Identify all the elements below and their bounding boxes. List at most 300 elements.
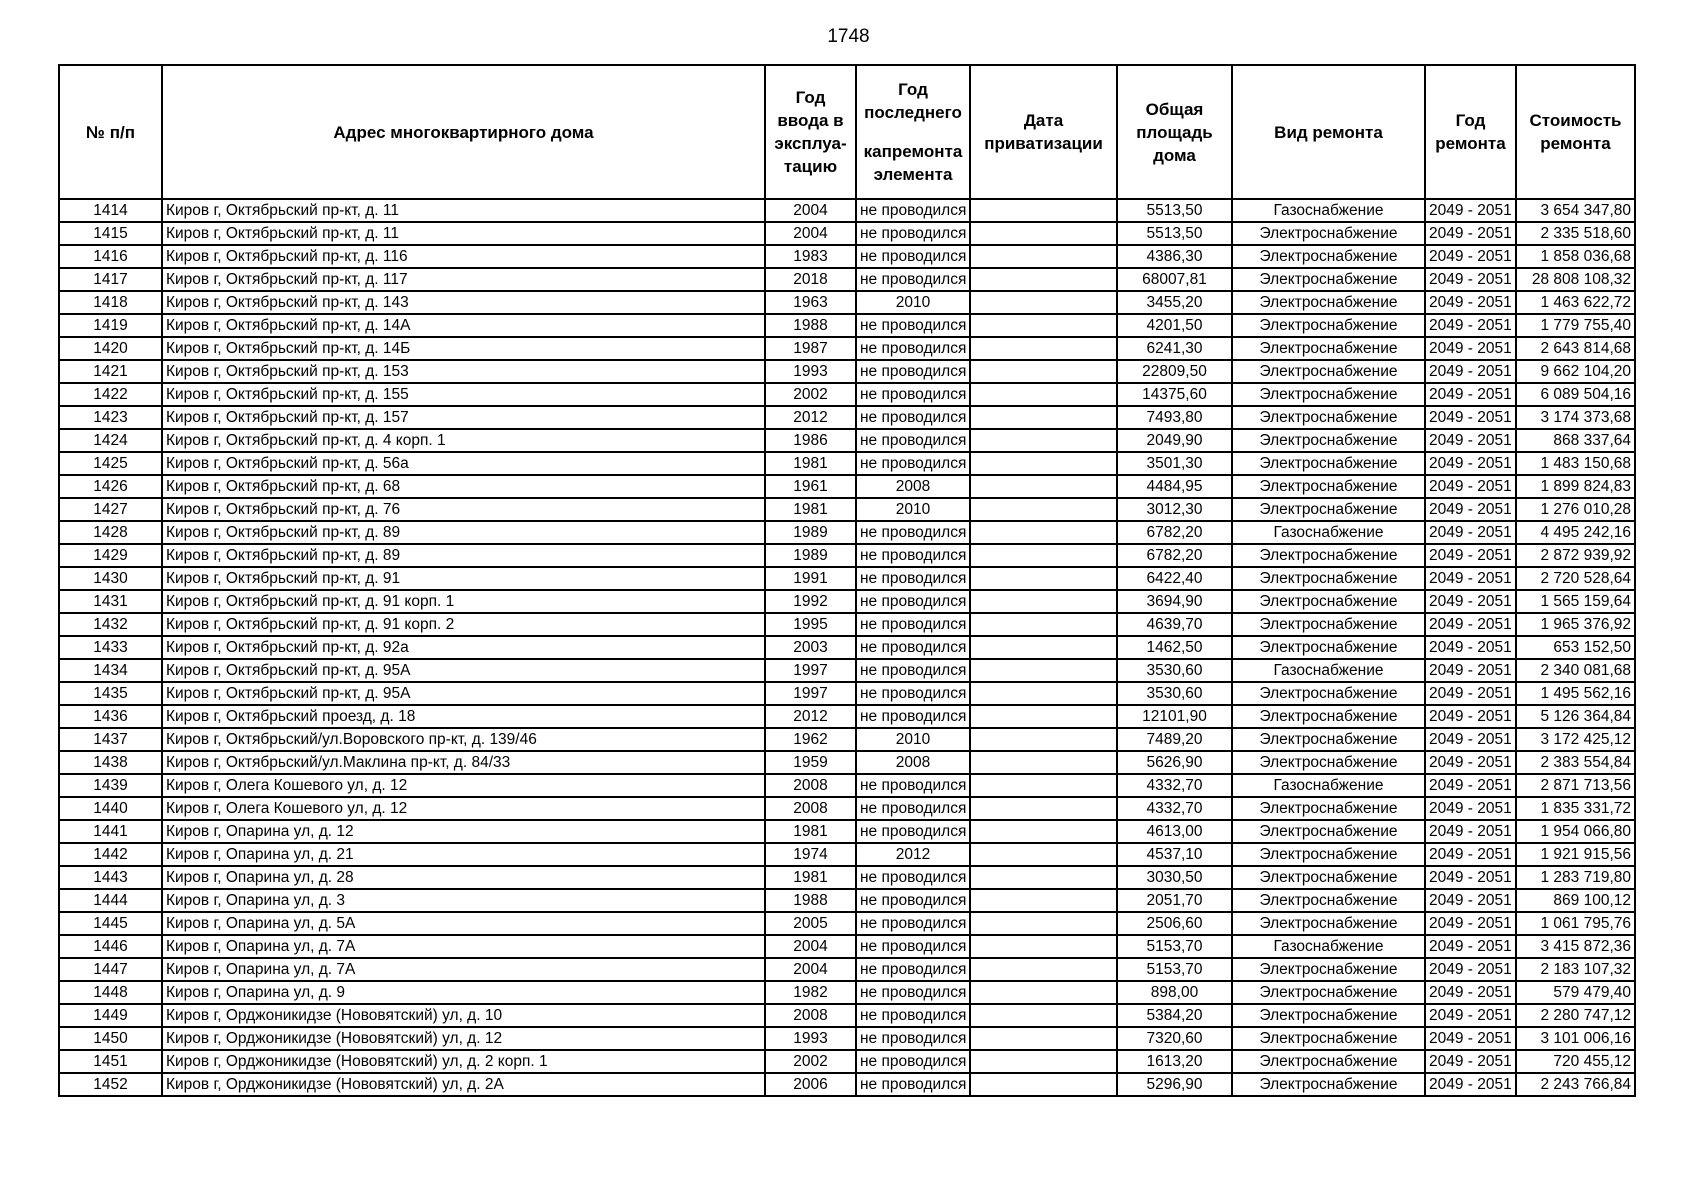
row-repair-cost: 2 340 081,68 — [1516, 659, 1635, 682]
row-address: Киров г, Олега Кошевого ул, д. 12 — [162, 797, 765, 820]
row-repair-cost: 3 174 373,68 — [1516, 406, 1635, 429]
row-privatization-date — [970, 705, 1117, 728]
row-total-area: 12101,90 — [1117, 705, 1232, 728]
row-repair-type: Электроснабжение — [1232, 268, 1425, 291]
row-repair-type: Электроснабжение — [1232, 590, 1425, 613]
row-num: 1416 — [59, 245, 162, 268]
row-total-area: 3030,50 — [1117, 866, 1232, 889]
row-year-built: 2006 — [765, 1073, 856, 1096]
row-address: Киров г, Опарина ул, д. 7А — [162, 958, 765, 981]
table-row — [59, 383, 1635, 406]
row-total-area: 3530,60 — [1117, 682, 1232, 705]
table-row — [59, 889, 1635, 912]
row-last-repair: не проводился — [856, 199, 970, 222]
row-privatization-date — [970, 935, 1117, 958]
row-last-repair: не проводился — [856, 544, 970, 567]
row-year-built: 2002 — [765, 383, 856, 406]
row-year-built: 1981 — [765, 452, 856, 475]
table-row — [59, 843, 1635, 866]
table-row — [59, 245, 1635, 268]
row-last-repair: 2008 — [856, 751, 970, 774]
row-last-repair: не проводился — [856, 820, 970, 843]
row-repair-type: Электроснабжение — [1232, 636, 1425, 659]
row-repair-type: Электроснабжение — [1232, 222, 1425, 245]
row-num: 1425 — [59, 452, 162, 475]
table-row — [59, 360, 1635, 383]
table-row — [59, 314, 1635, 337]
row-repair-type: Электроснабжение — [1232, 567, 1425, 590]
row-num: 1431 — [59, 590, 162, 613]
row-address: Киров г, Олега Кошевого ул, д. 12 — [162, 774, 765, 797]
row-total-area: 4639,70 — [1117, 613, 1232, 636]
row-address: Киров г, Опарина ул, д. 28 — [162, 866, 765, 889]
row-year-built: 2008 — [765, 797, 856, 820]
row-address: Киров г, Октябрьский/ул.Маклина пр-кт, д. 84/33 — [162, 751, 765, 774]
row-last-repair: не проводился — [856, 682, 970, 705]
row-num: 1435 — [59, 682, 162, 705]
row-repair-years: 2049 - 2051 — [1425, 1027, 1516, 1050]
row-address: Киров г, Октябрьский пр-кт, д. 143 — [162, 291, 765, 314]
row-address: Киров г, Октябрьский пр-кт, д. 91 корп. 2 — [162, 613, 765, 636]
row-last-repair: не проводился — [856, 889, 970, 912]
row-last-repair: не проводился — [856, 866, 970, 889]
row-address: Киров г, Октябрьский пр-кт, д. 153 — [162, 360, 765, 383]
row-repair-type: Электроснабжение — [1232, 544, 1425, 567]
row-total-area: 6241,30 — [1117, 337, 1232, 360]
row-year-built: 2008 — [765, 1004, 856, 1027]
header-num: № п/п — [59, 65, 162, 199]
row-repair-type: Электроснабжение — [1232, 406, 1425, 429]
repair-register-table — [58, 64, 1636, 1097]
row-privatization-date — [970, 590, 1117, 613]
row-total-area: 4537,10 — [1117, 843, 1232, 866]
row-repair-years: 2049 - 2051 — [1425, 199, 1516, 222]
row-year-built: 1993 — [765, 360, 856, 383]
row-repair-cost: 1 779 755,40 — [1516, 314, 1635, 337]
row-total-area: 6782,20 — [1117, 521, 1232, 544]
row-num: 1438 — [59, 751, 162, 774]
row-address: Киров г, Октябрьский пр-кт, д. 4 корп. 1 — [162, 429, 765, 452]
row-repair-years: 2049 - 2051 — [1425, 682, 1516, 705]
row-repair-cost: 1 283 719,80 — [1516, 866, 1635, 889]
row-last-repair: не проводился — [856, 222, 970, 245]
table-row — [59, 1073, 1635, 1096]
table-row — [59, 521, 1635, 544]
row-repair-cost: 3 415 872,36 — [1516, 935, 1635, 958]
row-num: 1430 — [59, 567, 162, 590]
row-address: Киров г, Октябрьский пр-кт, д. 92а — [162, 636, 765, 659]
row-last-repair: не проводился — [856, 958, 970, 981]
row-num: 1449 — [59, 1004, 162, 1027]
table-row — [59, 958, 1635, 981]
row-repair-years: 2049 - 2051 — [1425, 636, 1516, 659]
row-num: 1427 — [59, 498, 162, 521]
row-repair-type: Газоснабжение — [1232, 774, 1425, 797]
row-address: Киров г, Опарина ул, д. 3 — [162, 889, 765, 912]
row-total-area: 1462,50 — [1117, 636, 1232, 659]
row-privatization-date — [970, 245, 1117, 268]
row-repair-type: Электроснабжение — [1232, 337, 1425, 360]
row-year-built: 1963 — [765, 291, 856, 314]
row-repair-cost: 2 720 528,64 — [1516, 567, 1635, 590]
row-year-built: 1981 — [765, 866, 856, 889]
row-total-area: 14375,60 — [1117, 383, 1232, 406]
row-last-repair: не проводился — [856, 268, 970, 291]
row-total-area: 7493,80 — [1117, 406, 1232, 429]
row-privatization-date — [970, 636, 1117, 659]
row-total-area: 6422,40 — [1117, 567, 1232, 590]
row-repair-cost: 3 101 006,16 — [1516, 1027, 1635, 1050]
header-last-capital-repair — [856, 65, 970, 199]
row-last-repair: не проводился — [856, 912, 970, 935]
row-total-area: 5626,90 — [1117, 751, 1232, 774]
row-year-built: 1974 — [765, 843, 856, 866]
row-last-repair: не проводился — [856, 383, 970, 406]
row-last-repair: 2010 — [856, 291, 970, 314]
table-row — [59, 912, 1635, 935]
row-year-built: 2005 — [765, 912, 856, 935]
row-last-repair: не проводился — [856, 1073, 970, 1096]
row-repair-cost: 1 483 150,68 — [1516, 452, 1635, 475]
row-address: Киров г, Октябрьский/ул.Воровского пр-кт, д. 139/46 — [162, 728, 765, 751]
row-total-area: 4201,50 — [1117, 314, 1232, 337]
row-address: Киров г, Опарина ул, д. 21 — [162, 843, 765, 866]
row-address: Киров г, Опарина ул, д. 12 — [162, 820, 765, 843]
row-address: Киров г, Октябрьский пр-кт, д. 117 — [162, 268, 765, 291]
row-repair-cost: 1 565 159,64 — [1516, 590, 1635, 613]
row-num: 1437 — [59, 728, 162, 751]
row-last-repair: не проводился — [856, 1050, 970, 1073]
table-row — [59, 613, 1635, 636]
row-address: Киров г, Октябрьский пр-кт, д. 11 — [162, 199, 765, 222]
row-year-built: 2004 — [765, 958, 856, 981]
row-last-repair: не проводился — [856, 452, 970, 475]
row-address: Киров г, Орджоникидзе (Нововятский) ул, д. 2А — [162, 1073, 765, 1096]
row-repair-type: Электроснабжение — [1232, 475, 1425, 498]
table-row — [59, 636, 1635, 659]
row-last-repair: не проводился — [856, 314, 970, 337]
row-privatization-date — [970, 314, 1117, 337]
row-year-built: 1961 — [765, 475, 856, 498]
row-repair-type: Электроснабжение — [1232, 797, 1425, 820]
row-repair-cost: 1 835 331,72 — [1516, 797, 1635, 820]
row-repair-years: 2049 - 2051 — [1425, 958, 1516, 981]
row-total-area: 3012,30 — [1117, 498, 1232, 521]
row-num: 1445 — [59, 912, 162, 935]
table-row — [59, 935, 1635, 958]
row-year-built: 1988 — [765, 889, 856, 912]
row-address: Киров г, Октябрьский пр-кт, д. 91 — [162, 567, 765, 590]
row-privatization-date — [970, 613, 1117, 636]
row-address: Киров г, Октябрьский пр-кт, д. 155 — [162, 383, 765, 406]
row-repair-years: 2049 - 2051 — [1425, 912, 1516, 935]
row-last-repair: не проводился — [856, 1027, 970, 1050]
row-last-repair: не проводился — [856, 613, 970, 636]
row-privatization-date — [970, 958, 1117, 981]
row-privatization-date — [970, 797, 1117, 820]
row-privatization-date — [970, 1073, 1117, 1096]
row-privatization-date — [970, 843, 1117, 866]
row-total-area: 4386,30 — [1117, 245, 1232, 268]
row-num: 1441 — [59, 820, 162, 843]
row-repair-years: 2049 - 2051 — [1425, 291, 1516, 314]
row-total-area: 5153,70 — [1117, 958, 1232, 981]
row-total-area: 3694,90 — [1117, 590, 1232, 613]
row-privatization-date — [970, 659, 1117, 682]
row-repair-years: 2049 - 2051 — [1425, 314, 1516, 337]
row-total-area: 6782,20 — [1117, 544, 1232, 567]
row-num: 1415 — [59, 222, 162, 245]
row-repair-cost: 869 100,12 — [1516, 889, 1635, 912]
row-repair-years: 2049 - 2051 — [1425, 820, 1516, 843]
row-privatization-date — [970, 728, 1117, 751]
table-row — [59, 429, 1635, 452]
row-year-built: 1995 — [765, 613, 856, 636]
table-row — [59, 1027, 1635, 1050]
row-repair-cost: 1 899 824,83 — [1516, 475, 1635, 498]
row-total-area: 5153,70 — [1117, 935, 1232, 958]
row-privatization-date — [970, 222, 1117, 245]
row-repair-type: Электроснабжение — [1232, 1004, 1425, 1027]
row-num: 1444 — [59, 889, 162, 912]
row-repair-years: 2049 - 2051 — [1425, 429, 1516, 452]
row-num: 1442 — [59, 843, 162, 866]
row-repair-type: Электроснабжение — [1232, 866, 1425, 889]
table-row — [59, 1004, 1635, 1027]
row-num: 1414 — [59, 199, 162, 222]
row-repair-type: Газоснабжение — [1232, 935, 1425, 958]
row-privatization-date — [970, 360, 1117, 383]
header-year-built: Год ввода в эксплуа-тацию — [765, 65, 856, 199]
row-last-repair: 2010 — [856, 728, 970, 751]
header-last-capital-repair-top: Год последнего — [864, 80, 962, 122]
row-total-area: 898,00 — [1117, 981, 1232, 1004]
row-repair-cost: 579 479,40 — [1516, 981, 1635, 1004]
row-repair-type: Электроснабжение — [1232, 1050, 1425, 1073]
row-last-repair: не проводился — [856, 659, 970, 682]
row-last-repair: не проводился — [856, 406, 970, 429]
table-row — [59, 406, 1635, 429]
row-repair-years: 2049 - 2051 — [1425, 613, 1516, 636]
row-year-built: 1987 — [765, 337, 856, 360]
table-row — [59, 1050, 1635, 1073]
row-num: 1426 — [59, 475, 162, 498]
row-repair-type: Электроснабжение — [1232, 820, 1425, 843]
table-header-row — [59, 65, 1635, 199]
row-address: Киров г, Октябрьский пр-кт, д. 89 — [162, 521, 765, 544]
row-year-built: 1962 — [765, 728, 856, 751]
row-last-repair: не проводился — [856, 567, 970, 590]
row-num: 1420 — [59, 337, 162, 360]
row-repair-type: Электроснабжение — [1232, 314, 1425, 337]
row-repair-cost: 2 280 747,12 — [1516, 1004, 1635, 1027]
row-repair-cost: 2 383 554,84 — [1516, 751, 1635, 774]
row-address: Киров г, Октябрьский пр-кт, д. 95А — [162, 659, 765, 682]
table-row — [59, 682, 1635, 705]
row-total-area: 2049,90 — [1117, 429, 1232, 452]
row-privatization-date — [970, 429, 1117, 452]
row-last-repair: не проводился — [856, 245, 970, 268]
row-year-built: 2004 — [765, 199, 856, 222]
row-repair-years: 2049 - 2051 — [1425, 268, 1516, 291]
row-repair-type: Электроснабжение — [1232, 682, 1425, 705]
row-privatization-date — [970, 889, 1117, 912]
row-total-area: 3501,30 — [1117, 452, 1232, 475]
row-last-repair: 2010 — [856, 498, 970, 521]
row-privatization-date — [970, 199, 1117, 222]
row-year-built: 1993 — [765, 1027, 856, 1050]
row-privatization-date — [970, 1027, 1117, 1050]
row-repair-cost: 1 858 036,68 — [1516, 245, 1635, 268]
row-total-area: 4332,70 — [1117, 774, 1232, 797]
table-row — [59, 797, 1635, 820]
row-num: 1419 — [59, 314, 162, 337]
row-privatization-date — [970, 1050, 1117, 1073]
row-year-built: 1992 — [765, 590, 856, 613]
row-repair-cost: 720 455,12 — [1516, 1050, 1635, 1073]
row-repair-years: 2049 - 2051 — [1425, 659, 1516, 682]
row-total-area: 7320,60 — [1117, 1027, 1232, 1050]
row-last-repair: не проводился — [856, 935, 970, 958]
row-address: Киров г, Октябрьский пр-кт, д. 116 — [162, 245, 765, 268]
table-row — [59, 268, 1635, 291]
row-privatization-date — [970, 751, 1117, 774]
row-last-repair: не проводился — [856, 590, 970, 613]
row-repair-years: 2049 - 2051 — [1425, 521, 1516, 544]
row-privatization-date — [970, 521, 1117, 544]
row-repair-type: Газоснабжение — [1232, 199, 1425, 222]
row-repair-type: Электроснабжение — [1232, 981, 1425, 1004]
row-year-built: 2018 — [765, 268, 856, 291]
row-repair-years: 2049 - 2051 — [1425, 452, 1516, 475]
row-num: 1424 — [59, 429, 162, 452]
row-privatization-date — [970, 268, 1117, 291]
row-repair-years: 2049 - 2051 — [1425, 590, 1516, 613]
row-repair-type: Электроснабжение — [1232, 843, 1425, 866]
row-repair-cost: 2 243 766,84 — [1516, 1073, 1635, 1096]
row-last-repair: не проводился — [856, 429, 970, 452]
row-last-repair: не проводился — [856, 774, 970, 797]
row-last-repair: не проводился — [856, 636, 970, 659]
row-address: Киров г, Орджоникидзе (Нововятский) ул, д. 12 — [162, 1027, 765, 1050]
row-year-built: 1959 — [765, 751, 856, 774]
row-privatization-date — [970, 774, 1117, 797]
row-privatization-date — [970, 820, 1117, 843]
header-privatization-date: Дата приватизации — [970, 65, 1117, 199]
row-num: 1429 — [59, 544, 162, 567]
row-repair-years: 2049 - 2051 — [1425, 1073, 1516, 1096]
row-num: 1418 — [59, 291, 162, 314]
row-year-built: 1989 — [765, 544, 856, 567]
row-total-area: 22809,50 — [1117, 360, 1232, 383]
row-repair-years: 2049 - 2051 — [1425, 337, 1516, 360]
row-num: 1446 — [59, 935, 162, 958]
row-repair-years: 2049 - 2051 — [1425, 498, 1516, 521]
table-row — [59, 337, 1635, 360]
row-repair-years: 2049 - 2051 — [1425, 981, 1516, 1004]
row-last-repair: не проводился — [856, 1004, 970, 1027]
row-last-repair: 2012 — [856, 843, 970, 866]
row-repair-years: 2049 - 2051 — [1425, 797, 1516, 820]
row-repair-years: 2049 - 2051 — [1425, 751, 1516, 774]
row-num: 1450 — [59, 1027, 162, 1050]
row-address: Киров г, Октябрьский пр-кт, д. 11 — [162, 222, 765, 245]
row-repair-cost: 1 965 376,92 — [1516, 613, 1635, 636]
row-repair-type: Газоснабжение — [1232, 521, 1425, 544]
row-address: Киров г, Орджоникидзе (Нововятский) ул, д. 10 — [162, 1004, 765, 1027]
row-year-built: 2002 — [765, 1050, 856, 1073]
row-num: 1434 — [59, 659, 162, 682]
row-repair-type: Электроснабжение — [1232, 728, 1425, 751]
row-privatization-date — [970, 475, 1117, 498]
row-year-built: 1983 — [765, 245, 856, 268]
row-repair-type: Газоснабжение — [1232, 659, 1425, 682]
row-last-repair: 2008 — [856, 475, 970, 498]
row-total-area: 5513,50 — [1117, 199, 1232, 222]
row-total-area: 3455,20 — [1117, 291, 1232, 314]
row-repair-type: Электроснабжение — [1232, 705, 1425, 728]
page-number: 1748 — [827, 26, 870, 47]
row-num: 1433 — [59, 636, 162, 659]
row-year-built: 1997 — [765, 659, 856, 682]
row-repair-type: Электроснабжение — [1232, 245, 1425, 268]
row-num: 1423 — [59, 406, 162, 429]
row-repair-type: Электроснабжение — [1232, 889, 1425, 912]
row-address: Киров г, Опарина ул, д. 5А — [162, 912, 765, 935]
row-address: Киров г, Октябрьский пр-кт, д. 56а — [162, 452, 765, 475]
row-address: Киров г, Опарина ул, д. 9 — [162, 981, 765, 1004]
row-year-built: 1981 — [765, 820, 856, 843]
row-total-area: 2051,70 — [1117, 889, 1232, 912]
row-repair-cost: 9 662 104,20 — [1516, 360, 1635, 383]
row-repair-years: 2049 - 2051 — [1425, 567, 1516, 590]
table-row — [59, 498, 1635, 521]
row-repair-type: Электроснабжение — [1232, 452, 1425, 475]
row-num: 1417 — [59, 268, 162, 291]
row-repair-cost: 2 643 814,68 — [1516, 337, 1635, 360]
row-privatization-date — [970, 912, 1117, 935]
row-repair-cost: 1 276 010,28 — [1516, 498, 1635, 521]
row-year-built: 2012 — [765, 705, 856, 728]
row-year-built: 2004 — [765, 222, 856, 245]
row-repair-cost: 2 183 107,32 — [1516, 958, 1635, 981]
row-num: 1428 — [59, 521, 162, 544]
row-year-built: 1991 — [765, 567, 856, 590]
row-last-repair: не проводился — [856, 337, 970, 360]
row-repair-cost: 1 495 562,16 — [1516, 682, 1635, 705]
row-year-built: 1989 — [765, 521, 856, 544]
row-repair-type: Электроснабжение — [1232, 360, 1425, 383]
row-repair-type: Электроснабжение — [1232, 613, 1425, 636]
table-row — [59, 866, 1635, 889]
row-repair-cost: 1 954 066,80 — [1516, 820, 1635, 843]
row-total-area: 4484,95 — [1117, 475, 1232, 498]
row-last-repair: не проводился — [856, 360, 970, 383]
header-repair-years: Год ремонта — [1425, 65, 1516, 199]
table-row — [59, 728, 1635, 751]
row-last-repair: не проводился — [856, 705, 970, 728]
header-repair-cost: Стоимость ремонта — [1516, 65, 1635, 199]
table-row — [59, 199, 1635, 222]
row-year-built: 2008 — [765, 774, 856, 797]
row-address: Киров г, Октябрьский пр-кт, д. 95А — [162, 682, 765, 705]
table-row — [59, 291, 1635, 314]
row-year-built: 1981 — [765, 498, 856, 521]
row-repair-cost: 2 872 939,92 — [1516, 544, 1635, 567]
row-num: 1421 — [59, 360, 162, 383]
row-repair-cost: 4 495 242,16 — [1516, 521, 1635, 544]
row-repair-years: 2049 - 2051 — [1425, 544, 1516, 567]
